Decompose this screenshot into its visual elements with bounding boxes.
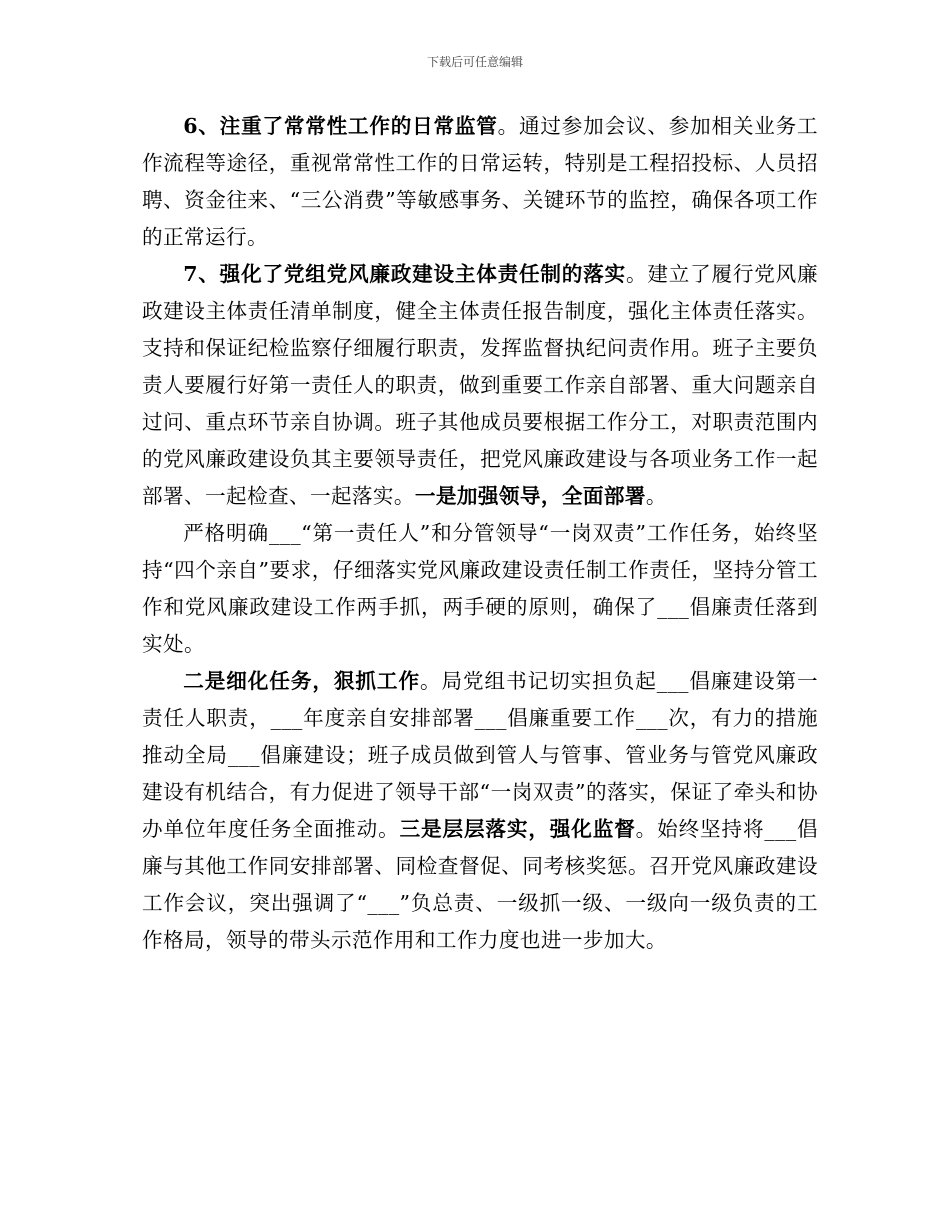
paragraph-refine — [142, 663, 818, 959]
paragraph-heading: 7、强化了党组党风廉政建设主体责任制的落实 — [183, 262, 626, 286]
document-body — [142, 108, 818, 959]
paragraph-tail: 。 — [645, 484, 667, 508]
paragraph-6 — [142, 108, 818, 256]
paragraph-strict — [142, 515, 818, 663]
paragraph-text: 严格明确___“第一责任人”和分管领导“一岗双责”工作任务，始终坚持“四个亲自”要求，仔细落实党风廉政建设责任制工作责任，坚持分管工作和党风廉政建设工作两手抓，两手硬的原则，确保了___倡廉责任落到实处。 — [142, 521, 818, 656]
paragraph-7 — [142, 256, 818, 515]
paragraph-heading: 二是细化任务，狠抓工作 — [183, 669, 420, 693]
paragraph-heading: 6、注重了常常性工作的日常监管 — [183, 114, 498, 138]
paragraph-tail: 。始终坚持将___倡廉与其他工作同安排部署、同检查督促、同考核奖惩。召开党风廉政建设工作会议，突出强调了“___”负总责、一级抓一级、一级向一级负责的工作格局，领导的带头示范作用和工作力度也进一步加大。 — [142, 817, 818, 952]
paragraph-subheading: 一是加强领导，全面部署 — [414, 484, 646, 508]
page-header: 下载后可任意编辑 — [426, 55, 523, 69]
paragraph-text: 。局党组书记切实担负起___倡廉建设第一责任人职责，___年度亲自安排部署___倡廉重要工作___次，有力的措施推动全局___倡廉建设；班子成员做到管人与管事、管业务与管党风廉政建设有机结合，有力促进了领导干部“一岗双责”的落实，保证了牵头和协办单位年度任务全面推动。 — [142, 669, 818, 841]
paragraph-text: 。建立了履行党风廉政建设主体责任清单制度，健全主体责任报告制度，强化主体责任落实。支持和保证纪检监察仔细履行职责，发挥监督执纪问责作用。班子主要负责人要履行好第一责任人的职责，做到重要工作亲自部署、重大问题亲自过问、重点环节亲自协调。班子其他成员要根据工作分工，对职责范围内的党风廉政建设负其主要领导责任，把党风廉政建设与各项业务工作一起部署、一起检查、一起落实。 — [142, 262, 818, 508]
paragraph-subheading: 三是层层落实，强化监督 — [399, 817, 636, 841]
paragraph-text: 。通过参加会议、参加相关业务工作流程等途径，重视常常性工作的日常运转，特别是工程招投标、人员招聘、资金往来、“三公消费”等敏感事务、关键环节的监控，确保各项工作的正常运行。 — [142, 114, 818, 249]
